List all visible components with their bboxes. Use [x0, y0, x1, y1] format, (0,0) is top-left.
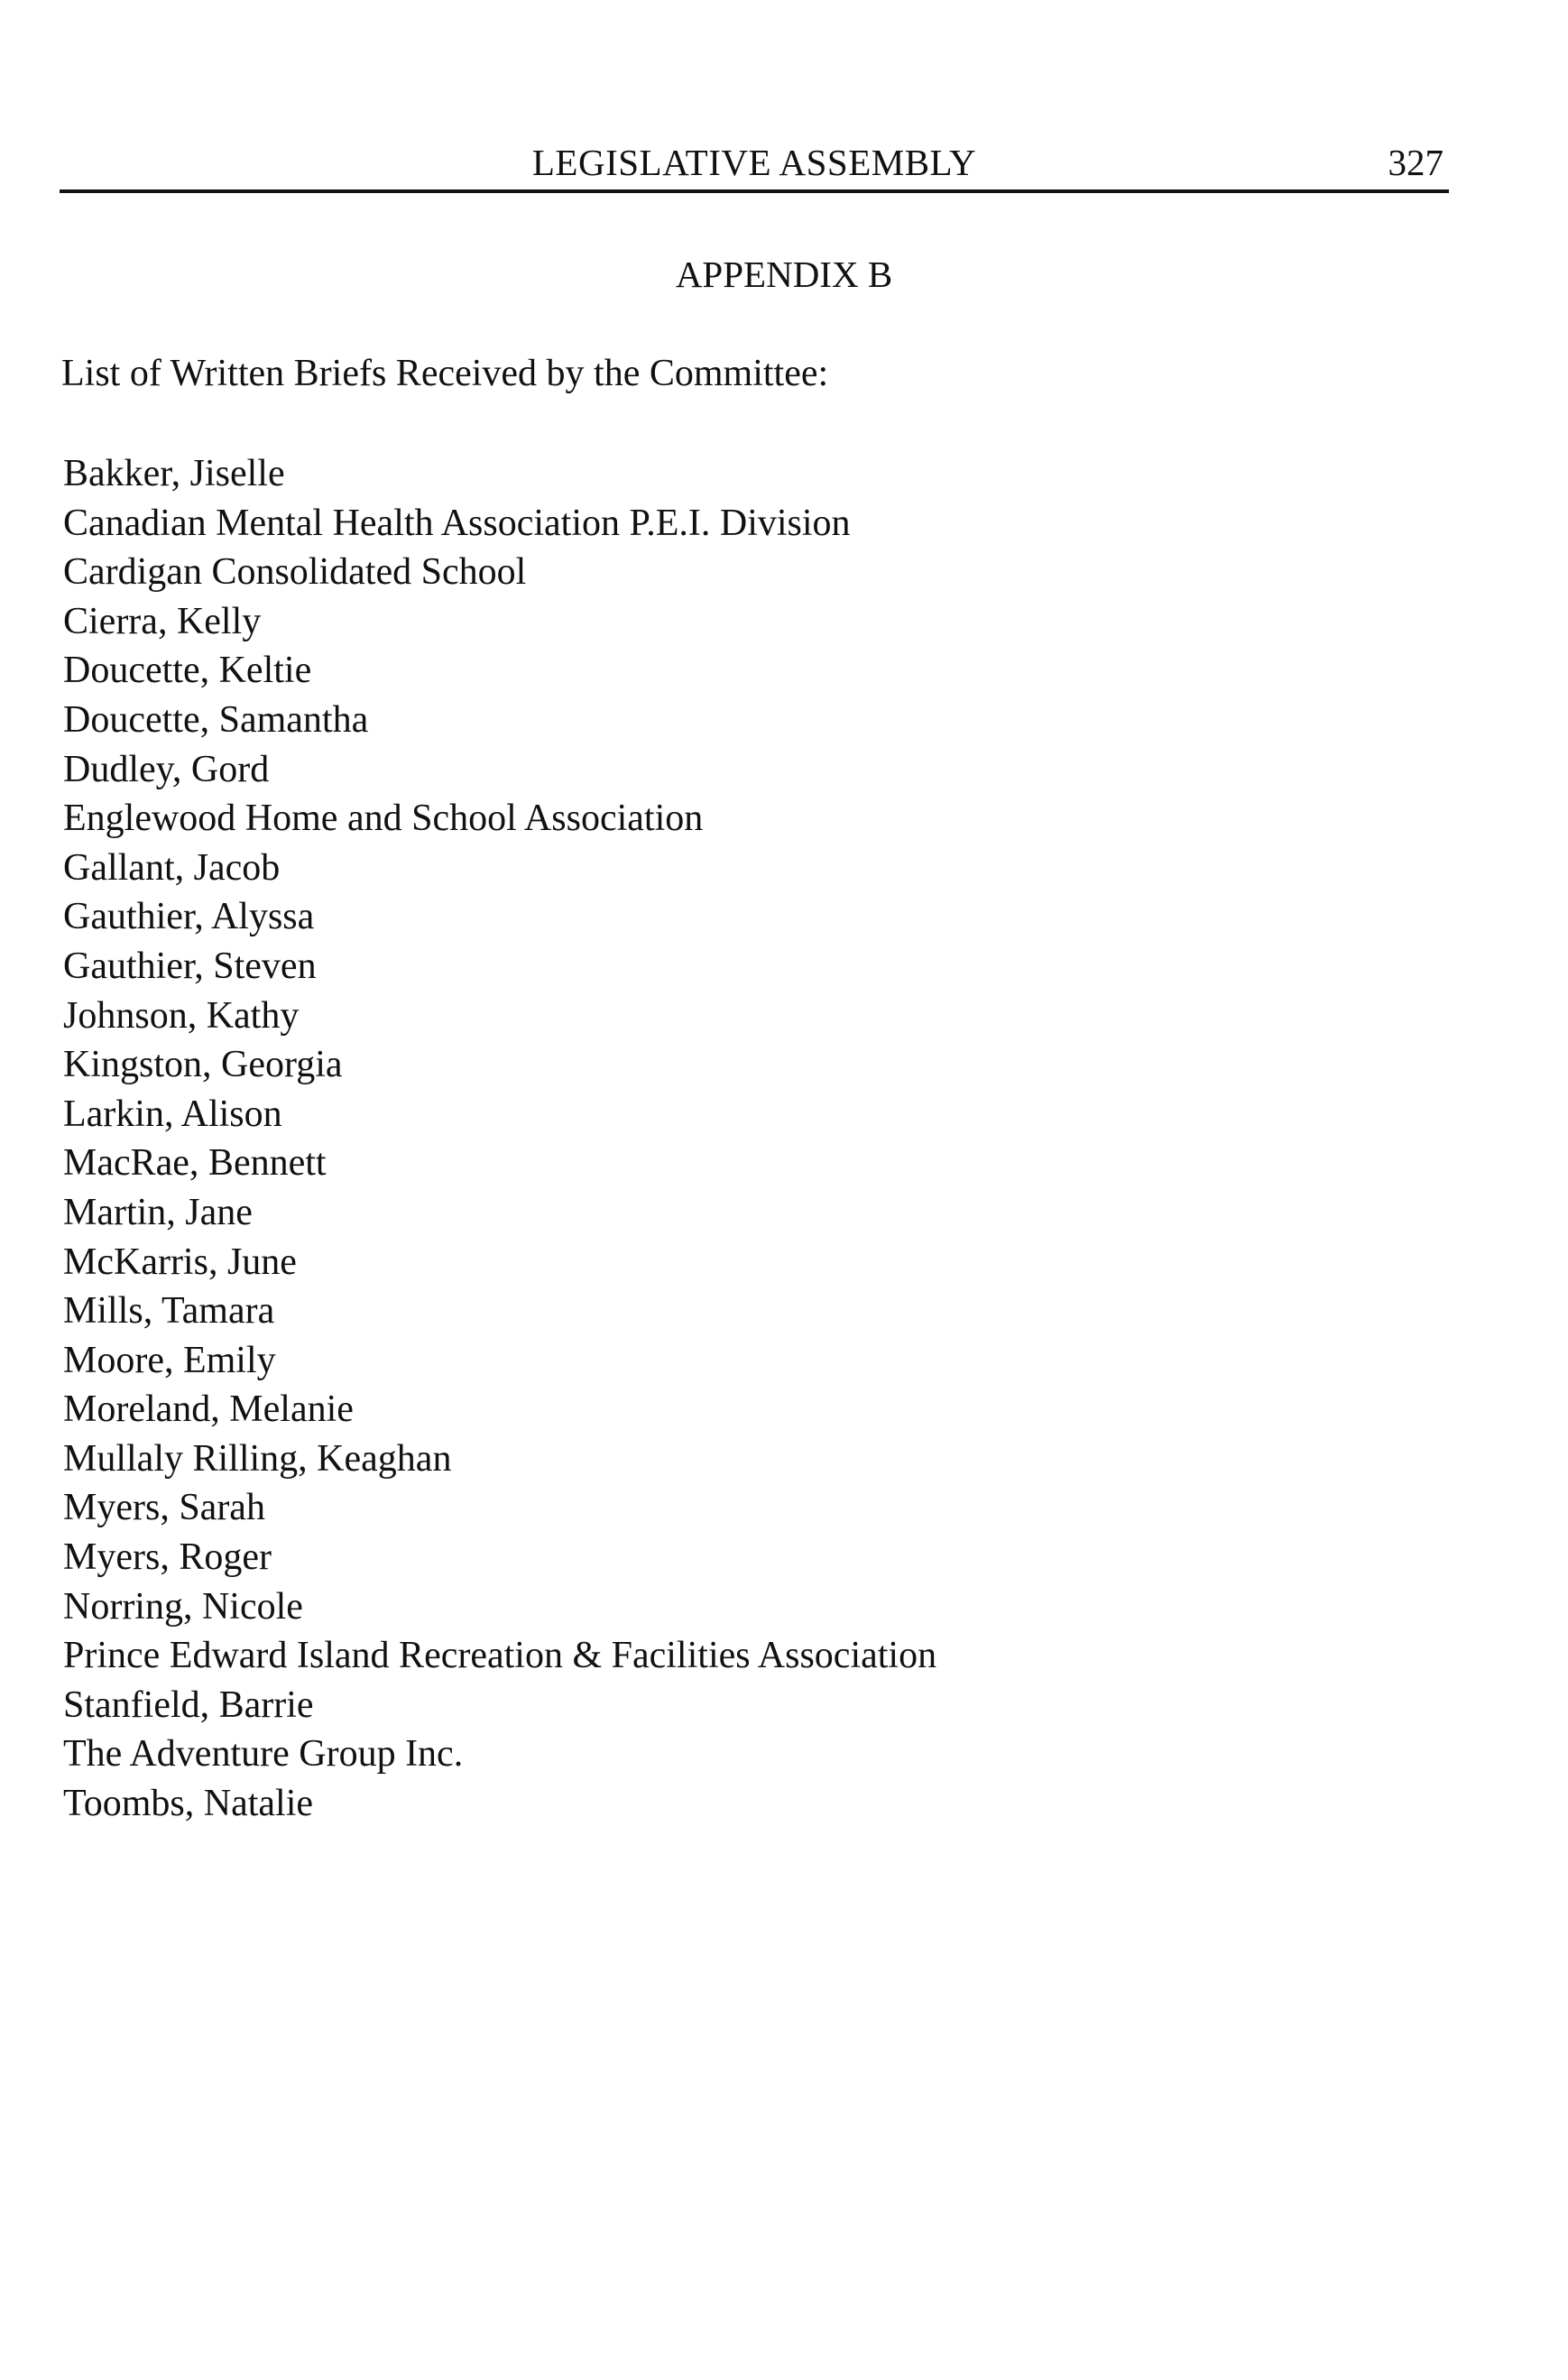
list-item: Gallant, Jacob: [63, 846, 281, 889]
list-item: McKarris, June: [63, 1241, 297, 1283]
briefs-list: [63, 449, 936, 1829]
appendix-title: APPENDIX B: [675, 254, 893, 295]
list-item: MacRae, Bennett: [63, 1142, 327, 1185]
list-item: Stanfield, Barrie: [63, 1684, 314, 1726]
list-item: Myers, Roger: [63, 1536, 272, 1579]
list-item: Englewood Home and School Association: [63, 798, 704, 840]
list-item: Cardigan Consolidated School: [63, 551, 527, 594]
list-item: The Adventure Group Inc.: [63, 1733, 464, 1776]
list-item: Gauthier, Steven: [63, 945, 317, 987]
list-item: Toombs, Natalie: [63, 1783, 313, 1825]
list-item: Myers, Sarah: [63, 1487, 265, 1529]
list-item: Dudley, Gord: [63, 748, 270, 790]
list-item: Bakker, Jiselle: [63, 453, 285, 494]
list-item: Cierra, Kelly: [63, 600, 262, 642]
list-item: Doucette, Keltie: [63, 650, 312, 692]
list-item: Martin, Jane: [63, 1191, 253, 1233]
list-item: Mullaly Rilling, Keaghan: [63, 1437, 452, 1480]
list-item: Doucette, Samantha: [63, 698, 369, 741]
running-header: [60, 137, 1449, 193]
list-item: Larkin, Alison: [63, 1093, 282, 1135]
list-item: Mills, Tamara: [63, 1290, 275, 1333]
list-intro: List of Written Briefs Received by the Committee:: [61, 353, 829, 394]
list-item: Kingston, Georgia: [63, 1044, 343, 1086]
list-item: Johnson, Kathy: [63, 994, 300, 1037]
list-item: Gauthier, Alyssa: [63, 896, 315, 938]
list-item: Norring, Nicole: [63, 1585, 303, 1628]
list-item: Canadian Mental Health Association P.E.I. Division: [63, 502, 851, 544]
running-title: LEGISLATIVE ASSEMBLY: [531, 142, 977, 183]
page-number: 327: [1388, 142, 1443, 183]
list-item: Prince Edward Island Recreation & Facilities Association: [63, 1635, 937, 1677]
list-item: Moore, Emily: [63, 1339, 276, 1381]
list-item: Moreland, Melanie: [63, 1388, 354, 1431]
